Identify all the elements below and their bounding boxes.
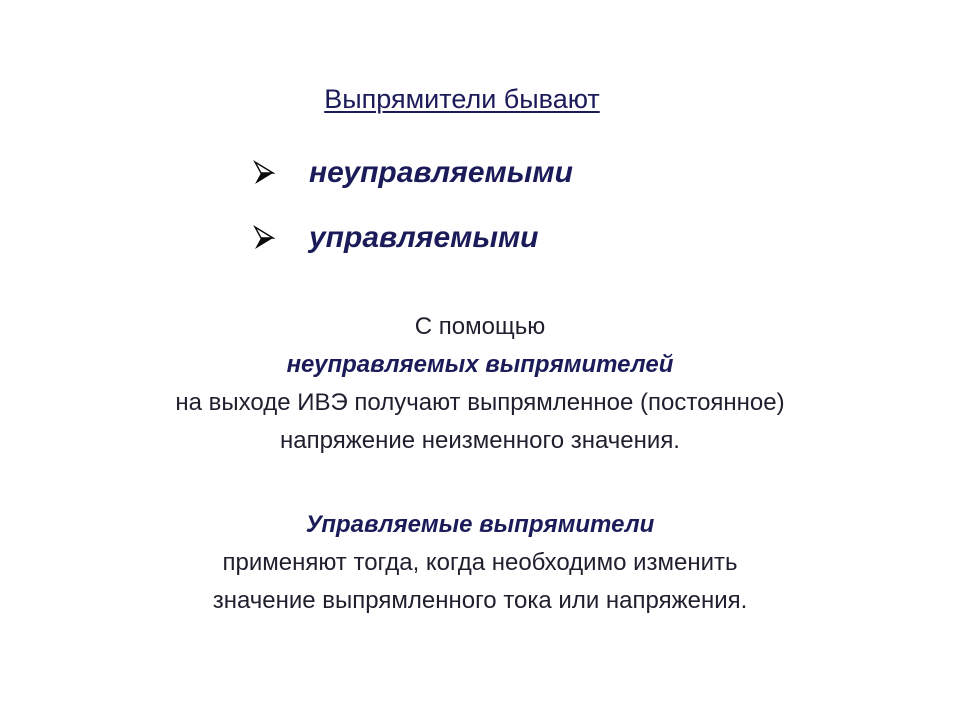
- slide-title: [0, 82, 960, 116]
- paragraph1-line3: на выходе ИВЭ получают выпрямленное (постоянное): [175, 389, 785, 416]
- bullet-label-controlled: управляемыми: [309, 221, 539, 254]
- paragraph1-line1: С помощью: [414, 313, 546, 340]
- paragraph2-line1: Управляемые выпрямители: [305, 511, 655, 538]
- bullet-label-uncontrolled: неуправляемыми: [309, 156, 573, 189]
- arrow-bullet-icon: [253, 160, 275, 186]
- paragraph-uncontrolled: [0, 308, 960, 460]
- paragraph1-line4: напряжение неизменного значения.: [280, 427, 680, 454]
- paragraph-controlled: [0, 506, 960, 620]
- bullet-item-controlled: [253, 216, 538, 260]
- bullet-item-uncontrolled: [253, 151, 573, 195]
- paragraph1-line2: неуправляемых выпрямителей: [286, 351, 674, 378]
- slide-title-text: Выпрямители бывают: [324, 84, 600, 114]
- paragraph2-line3: значение выпрямленного тока или напряжения.: [212, 587, 748, 614]
- paragraph2-line2: применяют тогда, когда необходимо изменить: [222, 549, 738, 576]
- arrow-bullet-icon: [253, 225, 275, 251]
